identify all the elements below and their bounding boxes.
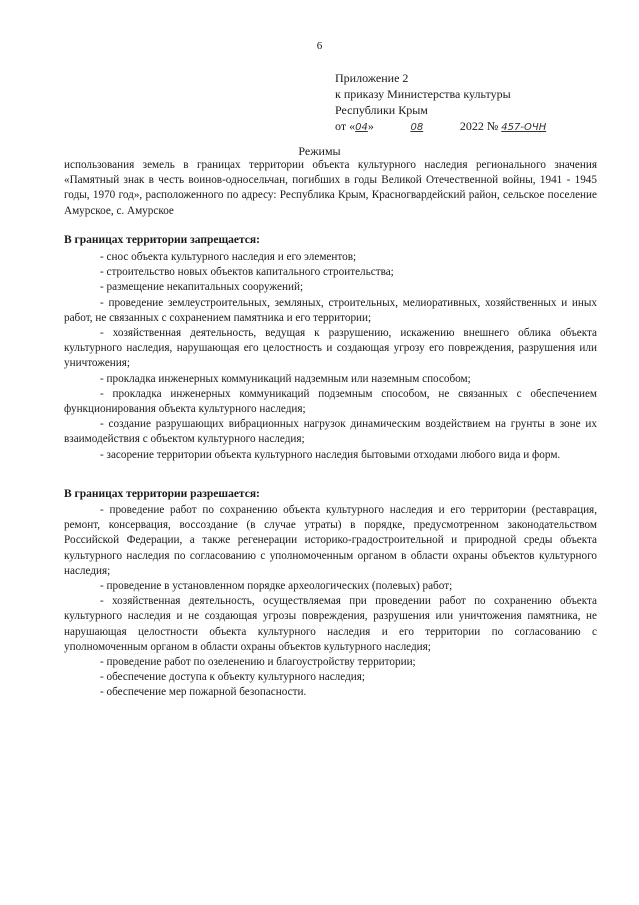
prohibited-item: - строительство новых объектов капитального строительства; xyxy=(100,266,394,279)
prohibited-item: - создание разрушающих вибрационных нагрузок динамическим воздействием на грунты в зоне их взаимодействия с объектом культурного наследия; xyxy=(64,418,597,446)
appendix-line-1: Приложение 2 xyxy=(335,71,409,85)
permitted-item: - проведение в установленном порядке археологических (полевых) работ; xyxy=(100,580,453,593)
permitted-item: - обеспечение доступа к объекту культурного наследия; xyxy=(100,671,365,684)
prohibited-item: - прокладка инженерных коммуникаций подземным способом, не связанных с обеспечением функционирования объекта культурного наследия; xyxy=(64,387,597,416)
date-prefix: от « xyxy=(335,119,356,133)
document-title: Режимы xyxy=(298,144,341,158)
prohibited-item: - засорение территории объекта культурного наследия бытовыми отходами любого вида и форм. xyxy=(100,448,561,461)
permitted-heading: В границах территории разрешается: xyxy=(64,488,260,500)
date-day: 04 xyxy=(355,122,368,133)
page-number: 6 xyxy=(316,40,323,52)
order-number: 457-ОЧН xyxy=(501,122,547,133)
appendix-line-2: к приказу Министерства культуры xyxy=(335,87,511,101)
prohibited-heading: В границах территории запрещается: xyxy=(64,234,260,246)
year-no: 2022 № xyxy=(459,119,499,133)
prohibited-item: - хозяйственная деятельность, ведущая к разрушению, искажению внешнего облика объекта культурного наследия, нарушающая его целостность и создающая угрозу его повреждения, разрушения или уничтожения; xyxy=(64,327,597,370)
prohibited-item: - снос объекта культурного наследия и его элементов; xyxy=(100,251,357,263)
permitted-item: - проведение работ по озеленению и благоустройству территории; xyxy=(100,656,416,669)
permitted-item: - проведение работ по сохранению объекта культурного наследия и его территории (реставрация, ремонт, консервация, воссоздание (в случае утраты) в порядке, предусмотренном законодательством Российской Федерации, а также регенерации историко-градостроительной и природной среды объекта культурного наследия по согласованию с уполномоченным органом в области охраны объектов культурного наследия; xyxy=(64,504,597,577)
appendix-date-line xyxy=(335,118,546,136)
appendix-line-3: Республики Крым xyxy=(335,103,428,117)
permitted-item: - обеспечение мер пожарной безопасности. xyxy=(100,686,307,699)
prohibited-item: - проведение землеустроительных, земляных, строительных, мелиоративных, хозяйственных и иных работ, не связанных с сохранением памятника и его территории; xyxy=(64,296,597,324)
prohibited-item: - размещение некапитальных сооружений; xyxy=(100,281,304,294)
prohibited-list xyxy=(64,250,597,463)
prohibited-item: - прокладка инженерных коммуникаций надземным или наземным способом; xyxy=(100,372,471,385)
date-mid: » xyxy=(367,119,374,133)
intro-paragraph: использования земель в границах территории объекта культурного наследия регионального значения «Памятный знак в честь воинов-односельчан, погибших в годы Великой Отечественной войны, 1941 - 1945 годы, 1970 год», расположенного по адресу: Республика Крым, Красногвардейский район, сельское поселение Амурское, с. Амурское xyxy=(64,159,597,217)
appendix-block xyxy=(335,70,546,136)
date-month: 08 xyxy=(410,122,424,133)
permitted-item: - хозяйственная деятельность, осуществляемая при проведении работ по сохранению объекта культурного наследия и не создающая угрозы повреждения, разрушения или уничтожения памятника, не нарушающая целостности объекта культурного наследия и его территории по согласованию с уполномоченным органом в области охраны объектов культурного наследия; xyxy=(64,595,597,653)
permitted-list xyxy=(64,503,597,701)
